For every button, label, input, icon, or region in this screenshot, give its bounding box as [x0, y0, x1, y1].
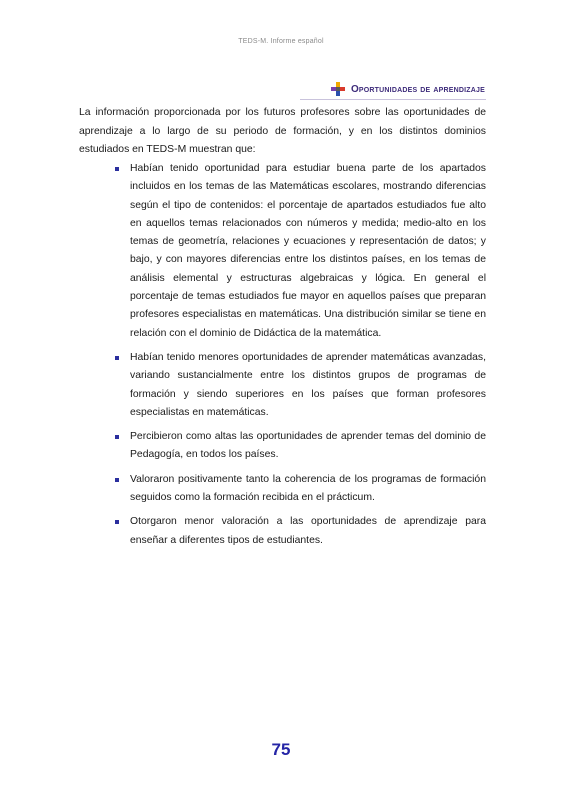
square-bullet-icon [115, 435, 119, 439]
section-title: Oportunidades de aprendizaje [350, 83, 485, 95]
list-item-text: Percibieron como altas las oportunidades de aprender temas del dominio de Pedagogía, en todos los países. [130, 431, 486, 461]
list-item [115, 349, 486, 422]
list-item [115, 471, 486, 508]
intro-paragraph: La información proporcionada por los futuros profesores sobre las oportunidades de aprendizaje a lo largo de su periodo de formación, y en los distintos dominios estudiados en TEDS-M muestran que: [79, 107, 486, 155]
square-bullet-icon [115, 478, 119, 482]
list-item [115, 513, 486, 550]
square-bullet-icon [115, 356, 119, 360]
list-item [115, 160, 486, 343]
running-header: TEDS-M. Informe español [238, 38, 324, 45]
list-item-text: Habían tenido menores oportunidades de aprender matemáticas avanzadas, variando sustancialmente entre los distintos grupos de programas de formación y siendo superiores en los países que forman profesores especialistas en matemáticas. [130, 351, 486, 418]
colored-cross-icon [331, 82, 345, 96]
list-item-text: Otorgaron menor valoración a las oportunidades de aprendizaje para enseñar a diferentes tipos de estudiantes. [130, 516, 486, 546]
list-item-text: Valoraron positivamente tanto la coherencia de los programas de formación seguidos como la formación recibida en el prácticum. [130, 473, 486, 504]
square-bullet-icon [115, 520, 119, 524]
square-bullet-icon [115, 167, 119, 171]
page-number: 75 [271, 740, 291, 759]
section-heading [331, 82, 485, 96]
findings-list [115, 160, 486, 556]
heading-divider [300, 99, 486, 100]
list-item [115, 428, 486, 465]
list-item-text: Habían tenido oportunidad para estudiar buena parte de los apartados incluidos en los temas de las Matemáticas escolares, mostrando diferencias según el tipo de contenidos: el porcentaje de apartados estudiados fue alto en aquellos temas relacionados con números y medida; medio-alto en los temas de geometría, relaciones y ecuaciones y representación de datos; y bajo, y con mayores diferencias entre los distintos países, en los temas de análisis elemental y estructuras algebraicas y lógica. En general el porcentaje de temas estudiados fue mayor en aquellos países que preparan profesores especialistas en matemáticas. Una distribución similar se tiene en relación con el dominio de Didáctica de la matemática. [130, 163, 486, 339]
